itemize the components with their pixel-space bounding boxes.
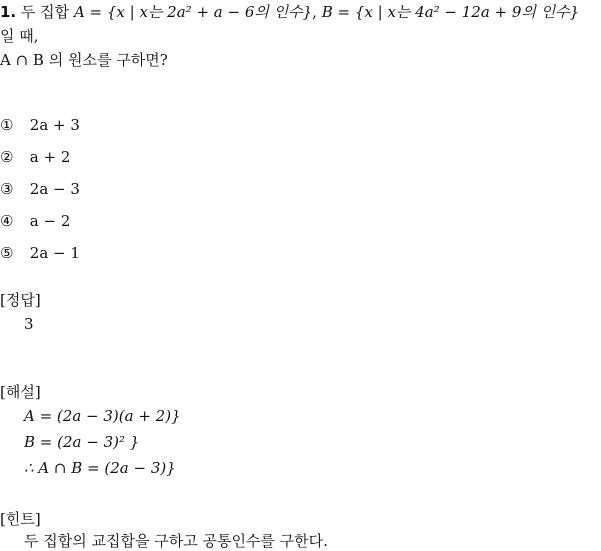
solution-line-1: A = (2a − 3)(a + 2)} xyxy=(24,407,181,425)
option-marker: ③ xyxy=(0,180,14,198)
question-line-3: A ∩ B 의 원소를 구하면? xyxy=(0,51,168,69)
set-separator: , xyxy=(312,3,322,21)
option-1 xyxy=(0,115,80,135)
option-marker: ② xyxy=(0,148,14,166)
answer-heading: [정답] xyxy=(0,291,41,309)
set-a-definition: A = {x | x는 2a² + a − 6의 인수} xyxy=(73,3,313,21)
question-line-2: 일 때, xyxy=(0,27,39,45)
option-text: 2a − 3 xyxy=(29,180,80,198)
hint-heading: [힌트] xyxy=(0,510,41,528)
question-line-1 xyxy=(0,2,579,22)
question-number: 1. xyxy=(0,3,17,21)
hint-text: 두 집합의 교집합을 구하고 공통인수를 구한다. xyxy=(24,532,328,550)
answer-value: 3 xyxy=(24,315,34,333)
option-text: 2a − 1 xyxy=(29,244,80,262)
option-text: 2a + 3 xyxy=(29,116,80,134)
solution-line-3: ∴ A ∩ B = (2a − 3)} xyxy=(24,459,176,477)
question-lead-text: 두 집합 xyxy=(20,3,74,21)
option-marker: ④ xyxy=(0,212,14,230)
option-3 xyxy=(0,179,80,199)
solution-heading: [해설] xyxy=(0,383,41,401)
set-b-definition: B = {x | x는 4a² − 12a + 9의 인수} xyxy=(321,3,580,21)
option-marker: ⑤ xyxy=(0,244,14,262)
option-text: a + 2 xyxy=(29,148,71,166)
solution-line-2: B = (2a − 3)² } xyxy=(24,433,140,451)
option-text: a − 2 xyxy=(29,212,71,230)
option-5 xyxy=(0,243,80,263)
option-marker: ① xyxy=(0,116,14,134)
option-4 xyxy=(0,211,70,231)
option-2 xyxy=(0,147,70,167)
